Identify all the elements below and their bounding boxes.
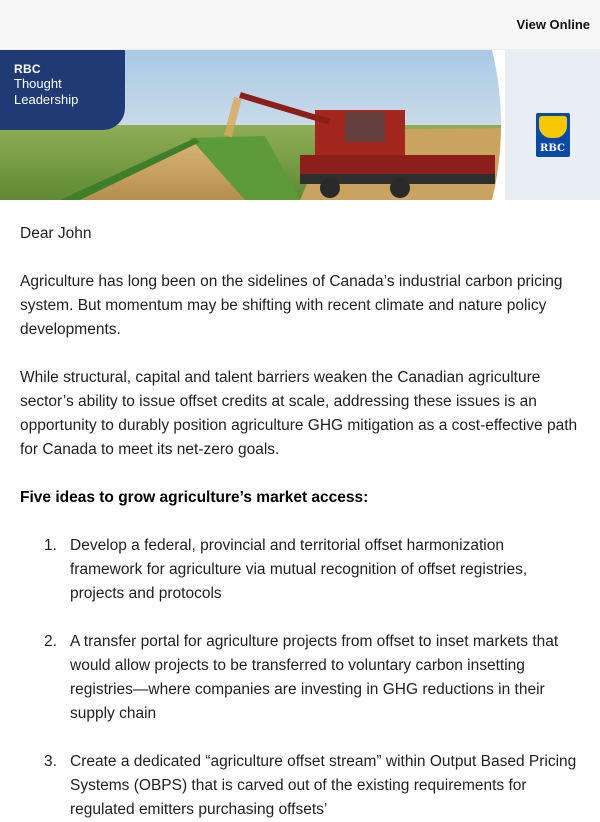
rbc-logo-text: RBC bbox=[540, 143, 565, 154]
logo-panel bbox=[505, 50, 600, 200]
ideas-heading: Five ideas to grow agriculture’s market access: bbox=[20, 489, 369, 506]
email-body bbox=[0, 200, 600, 822]
rbc-thought-leadership-tag bbox=[0, 50, 125, 130]
paragraph-barriers: While structural, capital and talent barriers weaken the Canadian agriculture sector’s ability to issue offset credits at scale, addressing these issues is an opportunity to durably position agriculture GHG mitigation as a cost-effective path for Canada to meet its net-zero goals. bbox=[20, 369, 578, 458]
list-item-number: 3. bbox=[44, 753, 57, 770]
list-item-number: 2. bbox=[44, 633, 57, 650]
hero-banner bbox=[0, 50, 600, 200]
list-item-text: Create a dedicated “agriculture offset stream” within Output Based Pricing Systems (OBPS) that is carved out of the existing requirements for regulated emitters purchasing offsets’ bbox=[70, 753, 577, 818]
tag-line-3: Leadership bbox=[14, 92, 79, 107]
view-online-link[interactable]: View Online bbox=[516, 17, 590, 32]
list-item-number: 1. bbox=[44, 537, 57, 554]
list-item-text: Develop a federal, provincial and territorial offset harmonization framework for agriculture via mutual recognition of offset registries, projects and protocols bbox=[70, 537, 528, 602]
paragraph-intro: Agriculture has long been on the sidelines of Canada’s industrial carbon pricing system. But momentum may be shifting with recent climate and nature policy developments. bbox=[20, 273, 563, 338]
greeting: Dear John bbox=[20, 225, 92, 242]
list-item bbox=[44, 630, 580, 726]
top-bar bbox=[0, 0, 600, 50]
list-item bbox=[44, 750, 580, 822]
ideas-list bbox=[20, 534, 580, 822]
rbc-logo-icon[interactable] bbox=[536, 113, 570, 157]
tag-line-2: Thought bbox=[14, 76, 62, 91]
list-item bbox=[44, 534, 580, 606]
list-item-text: A transfer portal for agriculture projects from offset to inset markets that would allow projects to be transferred to voluntary carbon insetting registries—where companies are investing in GHG reductions in their supply chain bbox=[70, 633, 559, 722]
rbc-shield-icon bbox=[539, 116, 567, 138]
tag-line-1: RBC bbox=[14, 62, 41, 76]
